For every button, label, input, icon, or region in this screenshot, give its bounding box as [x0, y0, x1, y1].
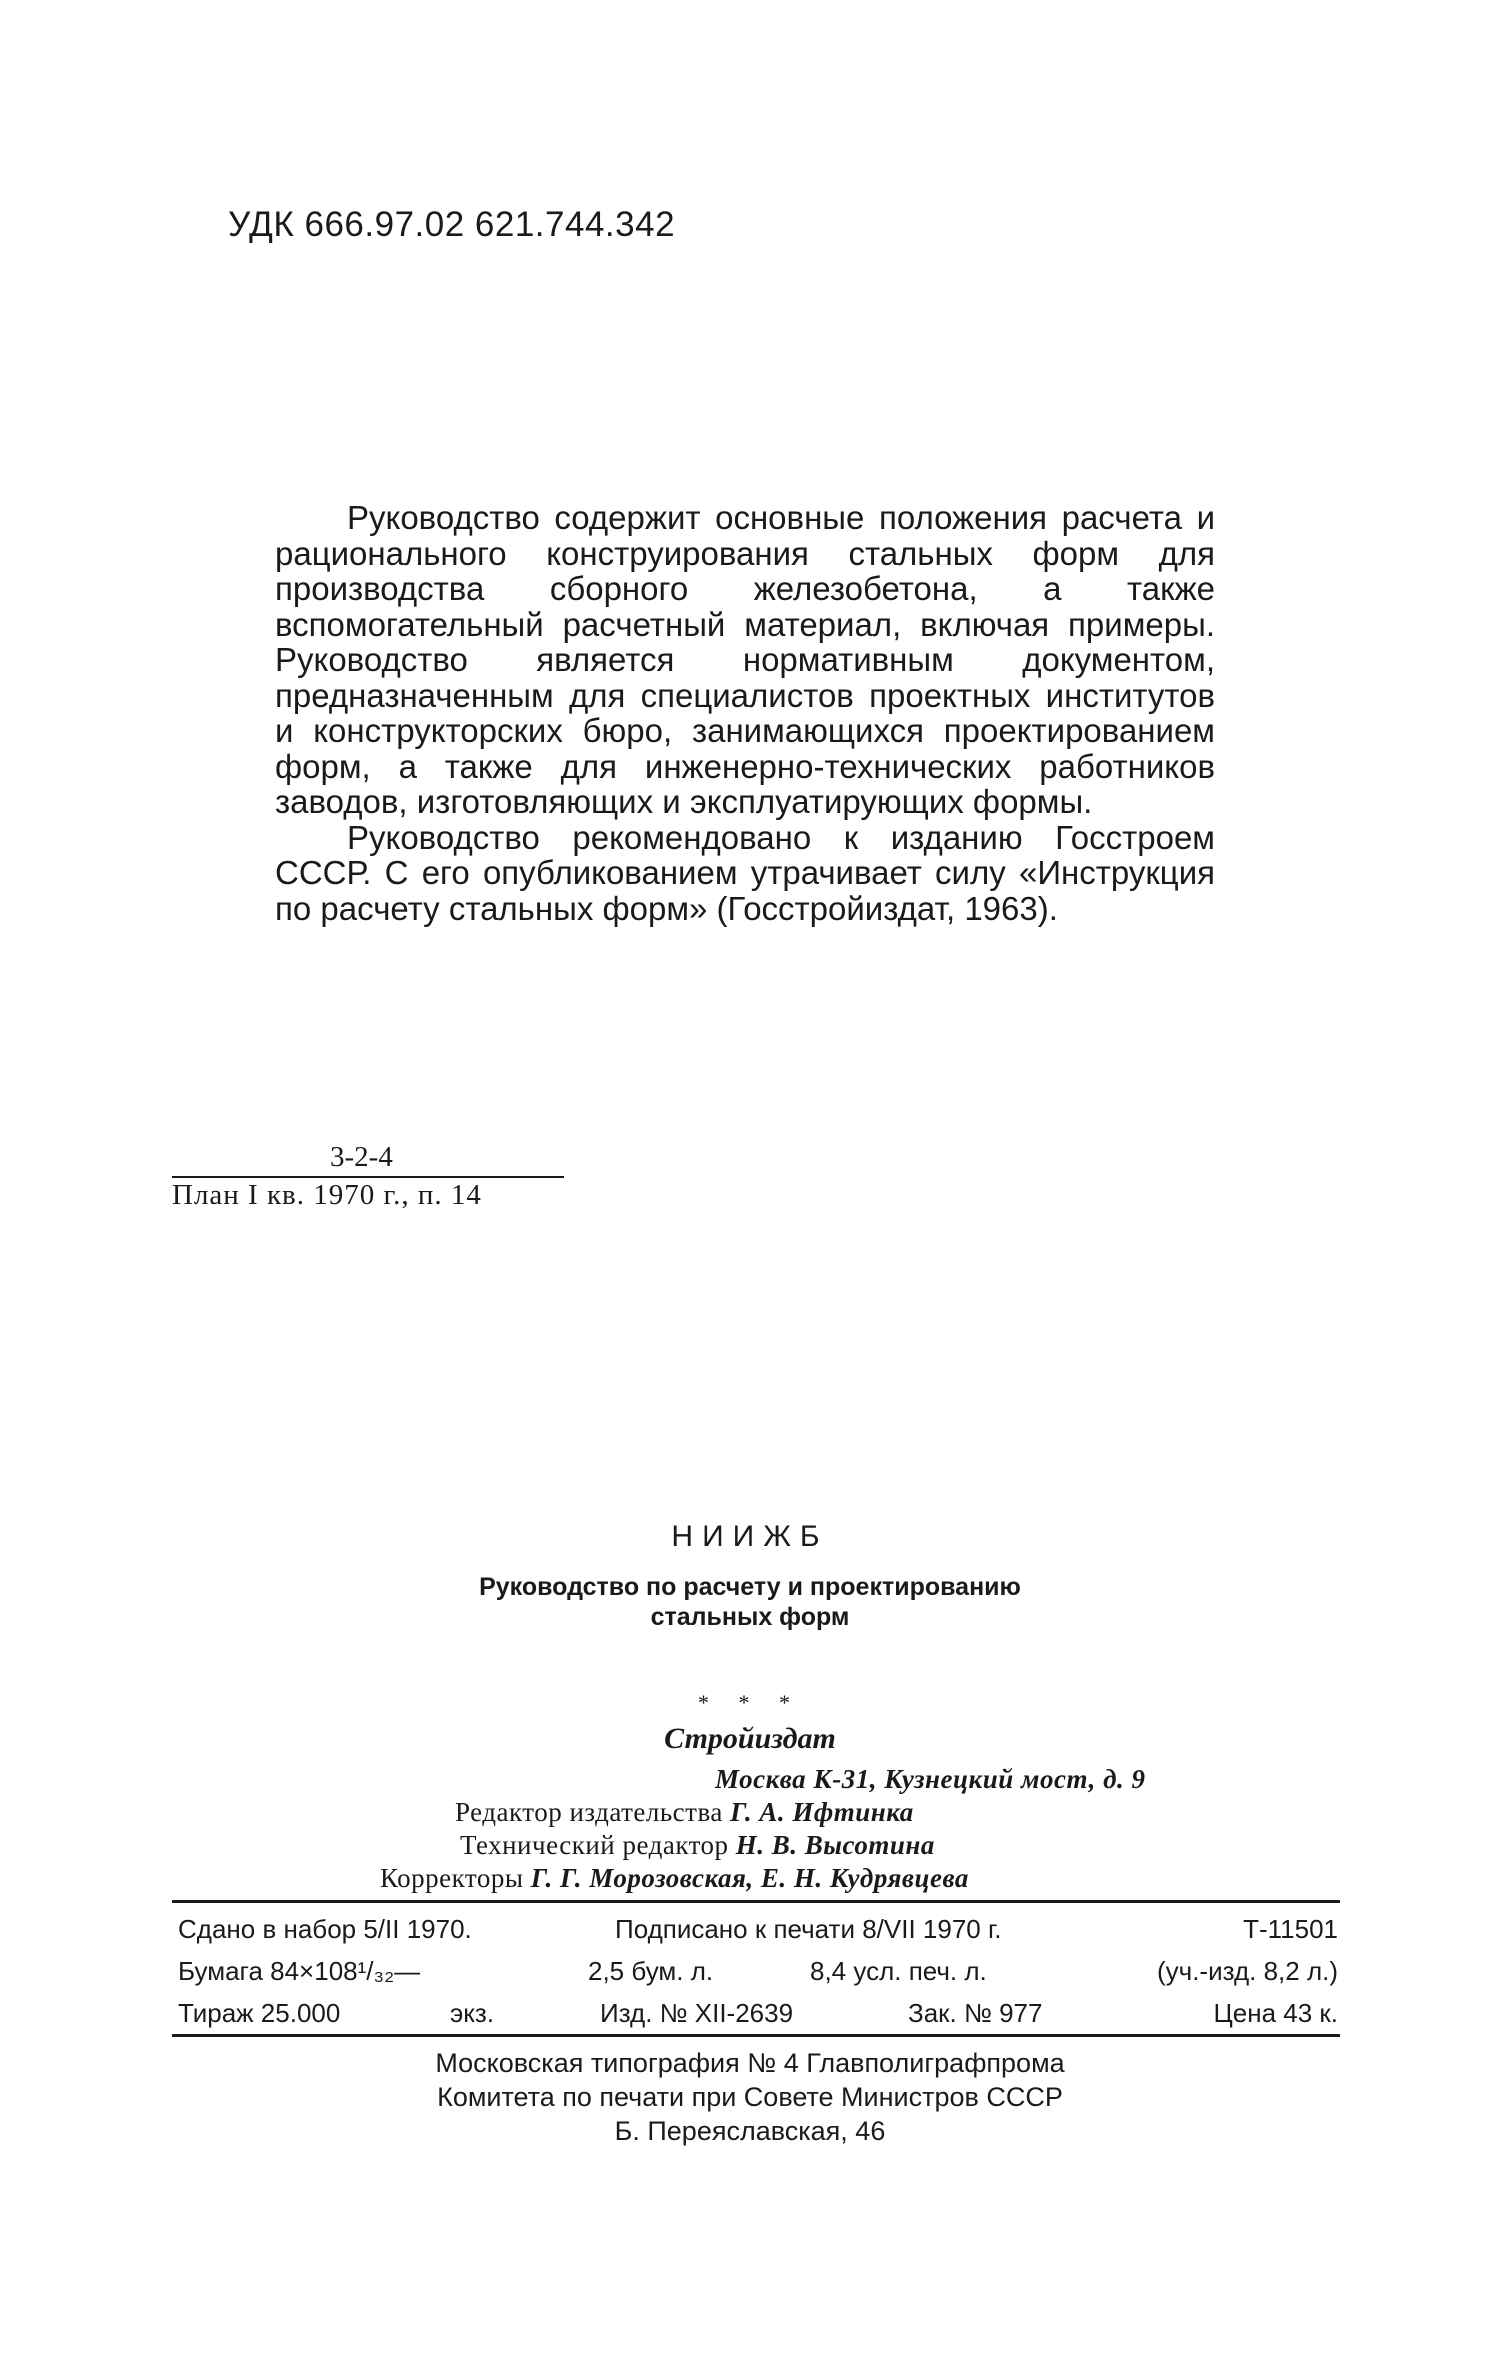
imprint: [360, 1763, 1260, 1895]
plan-block: [172, 1140, 572, 1212]
edition-number: Изд. № XII-2639: [600, 1998, 794, 2028]
book-title-line-1: Руководство по расчету и проектированию: [479, 1573, 1021, 1601]
tech-editor-name: Н. В. Высотина: [735, 1830, 935, 1860]
circulation: Тираж 25.000: [178, 1998, 341, 2028]
organization-name: НИИЖБ: [671, 1520, 829, 1553]
table-row: [178, 1992, 1338, 2034]
signed-date: Подписано к печати 8/VII 1970 г.: [615, 1914, 1002, 1944]
publication-sheets: (уч.-изд. 8,2 л.): [1157, 1956, 1338, 1986]
table-row: [178, 1950, 1338, 1992]
table-bottom-rule: [172, 2034, 1340, 2037]
udk-code: УДК 666.97.02 621.744.342: [228, 205, 676, 244]
editor-row: [360, 1796, 1260, 1829]
book-title-line-2: стальных форм: [650, 1603, 850, 1631]
order-number: Зак. № 977: [908, 1998, 1043, 2028]
proofreaders-names: Г. Г. Морозовская, Е. Н. Кудрявцева: [530, 1863, 969, 1893]
book-title: [300, 1572, 1200, 1632]
abstract-paragraph-1: Руководство содержит основные положения расчета и рационального конструирования стальных форм для производства сборного железобетона, а также вспомогательный расчетный материал, включая примеры. Руководство является нормативным документом, предназначенным для специалистов проектных институтов и конструкторских бюро, занимающихся проектированием форм, а также для инженерно-технических работников заводов, изготовляющих и эксплуатирующих формы.: [275, 499, 1215, 820]
table-row: [178, 1908, 1338, 1950]
editor-label: Редактор издательства: [455, 1797, 723, 1827]
proofreaders-label: Корректоры: [380, 1863, 524, 1893]
printer-line-2: Комитета по печати при Совете Министров СССР: [437, 2082, 1063, 2112]
copies-label: экз.: [450, 1998, 495, 2028]
print-sheets: 8,4 усл. печ. л.: [810, 1956, 987, 1986]
price: Цена 43 к.: [1213, 1998, 1338, 2028]
set-date: Сдано в набор 5/II 1970.: [178, 1914, 472, 1944]
paper-format: Бумага 84×108¹/₃₂—: [178, 1956, 421, 1986]
plan-line: План I кв. 1970 г., п. 14: [172, 1179, 482, 1211]
proofreaders-row: [360, 1862, 1260, 1895]
printer-info: [300, 2046, 1200, 2148]
table-top-rule: [172, 1900, 1340, 1903]
tech-editor-row: [360, 1829, 1260, 1862]
publication-table: [178, 1908, 1338, 2034]
editor-name: Г. А. Ифтинка: [730, 1797, 914, 1827]
publisher-name: Стройиздат: [664, 1722, 836, 1755]
printer-line-1: Московская типография № 4 Главполиграфпрома: [435, 2048, 1065, 2078]
printer-line-3: Б. Переяславская, 46: [614, 2116, 886, 2146]
publication-code: Т-11501: [1243, 1914, 1338, 1944]
plan-code: 3-2-4: [330, 1141, 393, 1173]
separator-stars: * * *: [698, 1690, 802, 1715]
publisher-address: Москва К-31, Кузнецкий мост, д. 9: [715, 1764, 1146, 1794]
abstract: [275, 500, 1215, 926]
abstract-paragraph-2: Руководство рекомендовано к изданию Госстроем СССР. С его опубликованием утрачивает силу «Инструкция по расчету стальных форм» (Госстройиздат, 1963).: [275, 818, 1215, 927]
paper-sheets: 2,5 бум. л.: [588, 1956, 714, 1986]
tech-editor-label: Технический редактор: [460, 1830, 729, 1860]
